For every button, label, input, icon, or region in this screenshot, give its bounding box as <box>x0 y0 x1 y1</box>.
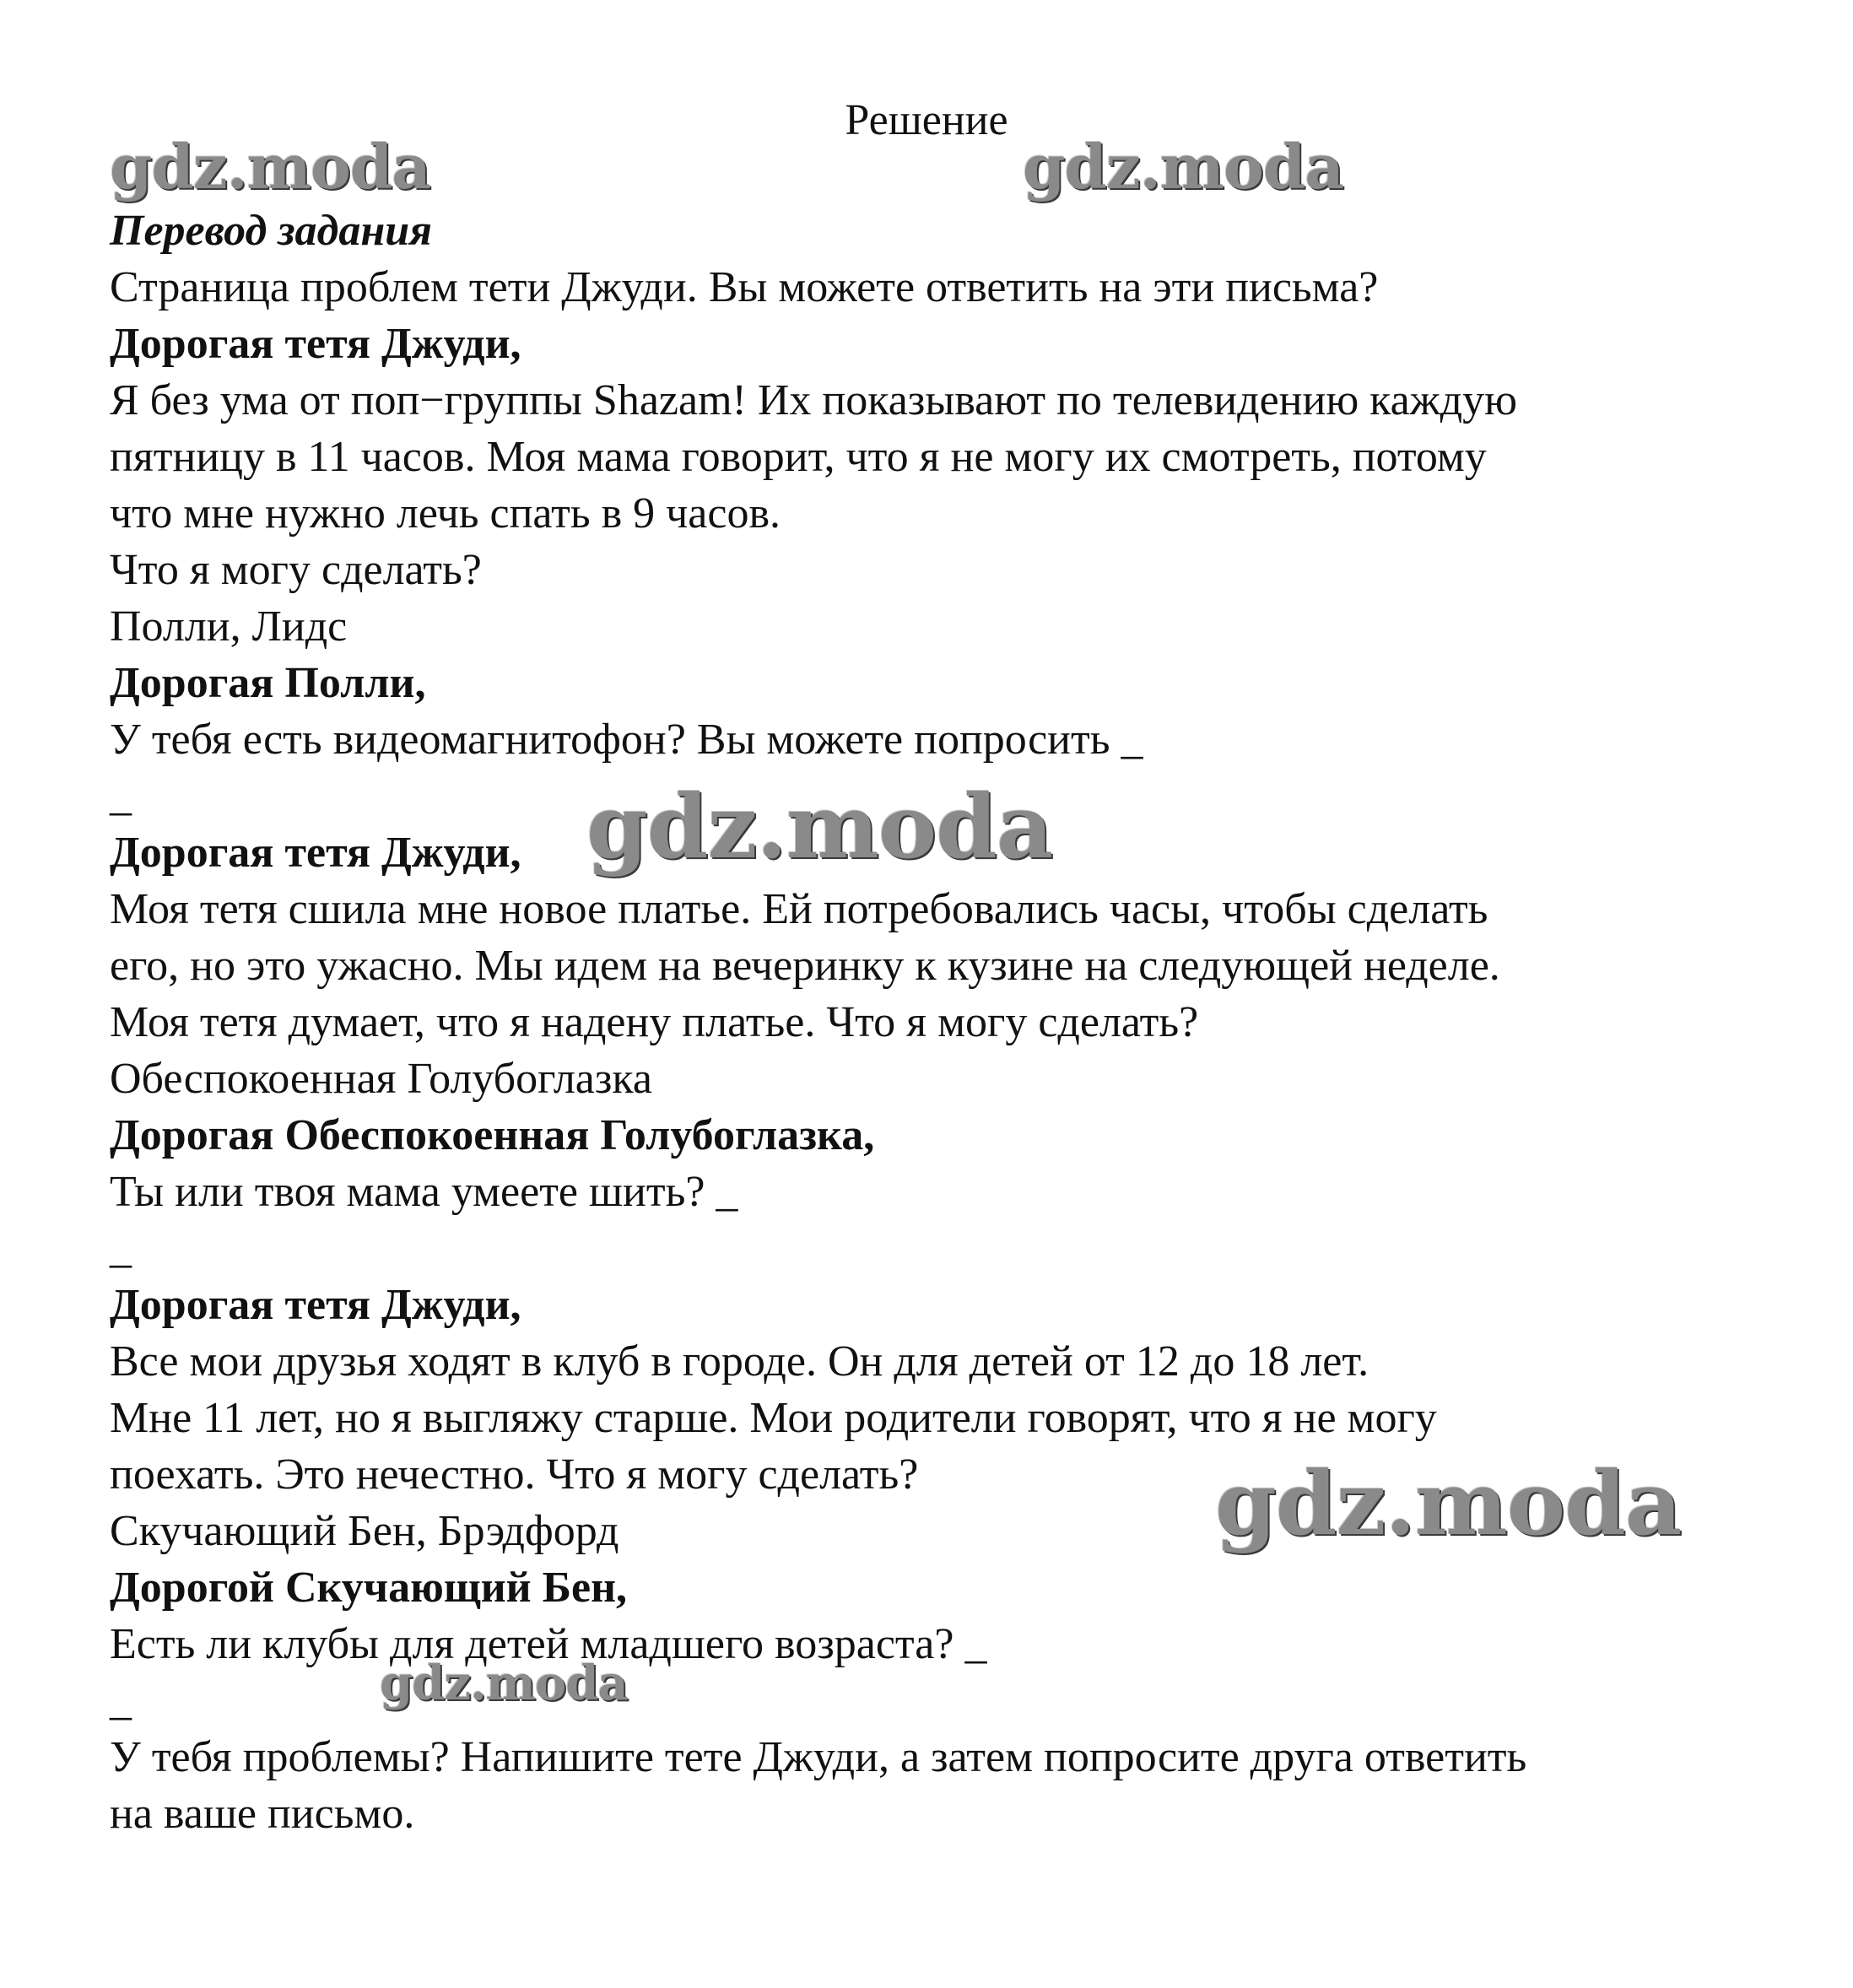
text-line: Мне 11 лет, но я выгляжу старше. Мои родители говорят, что я не могу <box>110 1394 1437 1442</box>
text-line: Что я могу сделать? <box>110 546 482 594</box>
text-line: пятницу в 11 часов. Моя мама говорит, что я не могу их смотреть, потому <box>110 433 1487 481</box>
text-line: У тебя проблемы? Напишите тете Джуди, а затем попросите друга ответить <box>110 1733 1527 1781</box>
blank-line: _ <box>110 1677 132 1725</box>
blank-line: _ <box>110 1224 132 1272</box>
text-line: поехать. Это нечестно. Что я могу сделать? <box>110 1450 919 1499</box>
text-line: Моя тетя сшила мне новое платье. Ей потребовались часы, чтобы сделать <box>110 885 1488 933</box>
watermark-logo: gdz.moda <box>380 1656 628 1711</box>
letter-signature: Обеспокоенная Голубоглазка <box>110 1055 652 1103</box>
letter-signature: Полли, Лидс <box>110 602 348 651</box>
letter-salutation: Дорогая тетя Джуди, <box>110 1281 521 1329</box>
letter-signature: Скучающий Бен, Брэдфорд <box>110 1507 619 1555</box>
letter-salutation: Дорогая тетя Джуди, <box>110 320 521 368</box>
letter-salutation: Дорогая тетя Джуди, <box>110 829 521 877</box>
text-line: что мне нужно лечь спать в 9 часов. <box>110 489 781 538</box>
text-line: его, но это ужасно. Мы идем на вечеринку к кузине на следующей неделе. <box>110 942 1500 990</box>
text-line: Есть ли клубы для детей младшего возраста? _ <box>110 1620 987 1668</box>
document-body <box>110 203 1764 1842</box>
watermark-logo: gdz.moda <box>586 775 1053 878</box>
reply-salutation: Дорогая Полли, <box>110 659 426 707</box>
text-line: Я без ума от поп−группы Shazam! Их показывают по телевидению каждую <box>110 376 1517 424</box>
text-line: Все мои друзья ходят в клуб в городе. Он для детей от 12 до 18 лет. <box>110 1337 1369 1386</box>
reply-salutation: Дорогая Обеспокоенная Голубоглазка, <box>110 1111 875 1159</box>
text-line: У тебя есть видеомагнитофон? Вы можете попросить _ <box>110 716 1143 764</box>
watermark-logo: gdz.moda <box>1023 131 1343 203</box>
text-line: Моя тетя думает, что я надену платье. Что я могу сделать? <box>110 998 1199 1046</box>
blank-line: _ <box>110 772 132 820</box>
text-line: Страница проблем тети Джуди. Вы можете ответить на эти письма? <box>110 263 1379 311</box>
page-heading: Решение <box>845 96 1008 144</box>
watermark-logo: gdz.moda <box>1215 1451 1682 1555</box>
reply-salutation: Дорогой Скучающий Бен, <box>110 1564 628 1612</box>
text-line: Ты или твоя мама умеете шить? _ <box>110 1168 738 1216</box>
text-line: на ваше письмо. <box>110 1790 415 1838</box>
watermark-logo: gdz.moda <box>110 131 430 203</box>
section-title: Перевод задания <box>110 207 432 255</box>
